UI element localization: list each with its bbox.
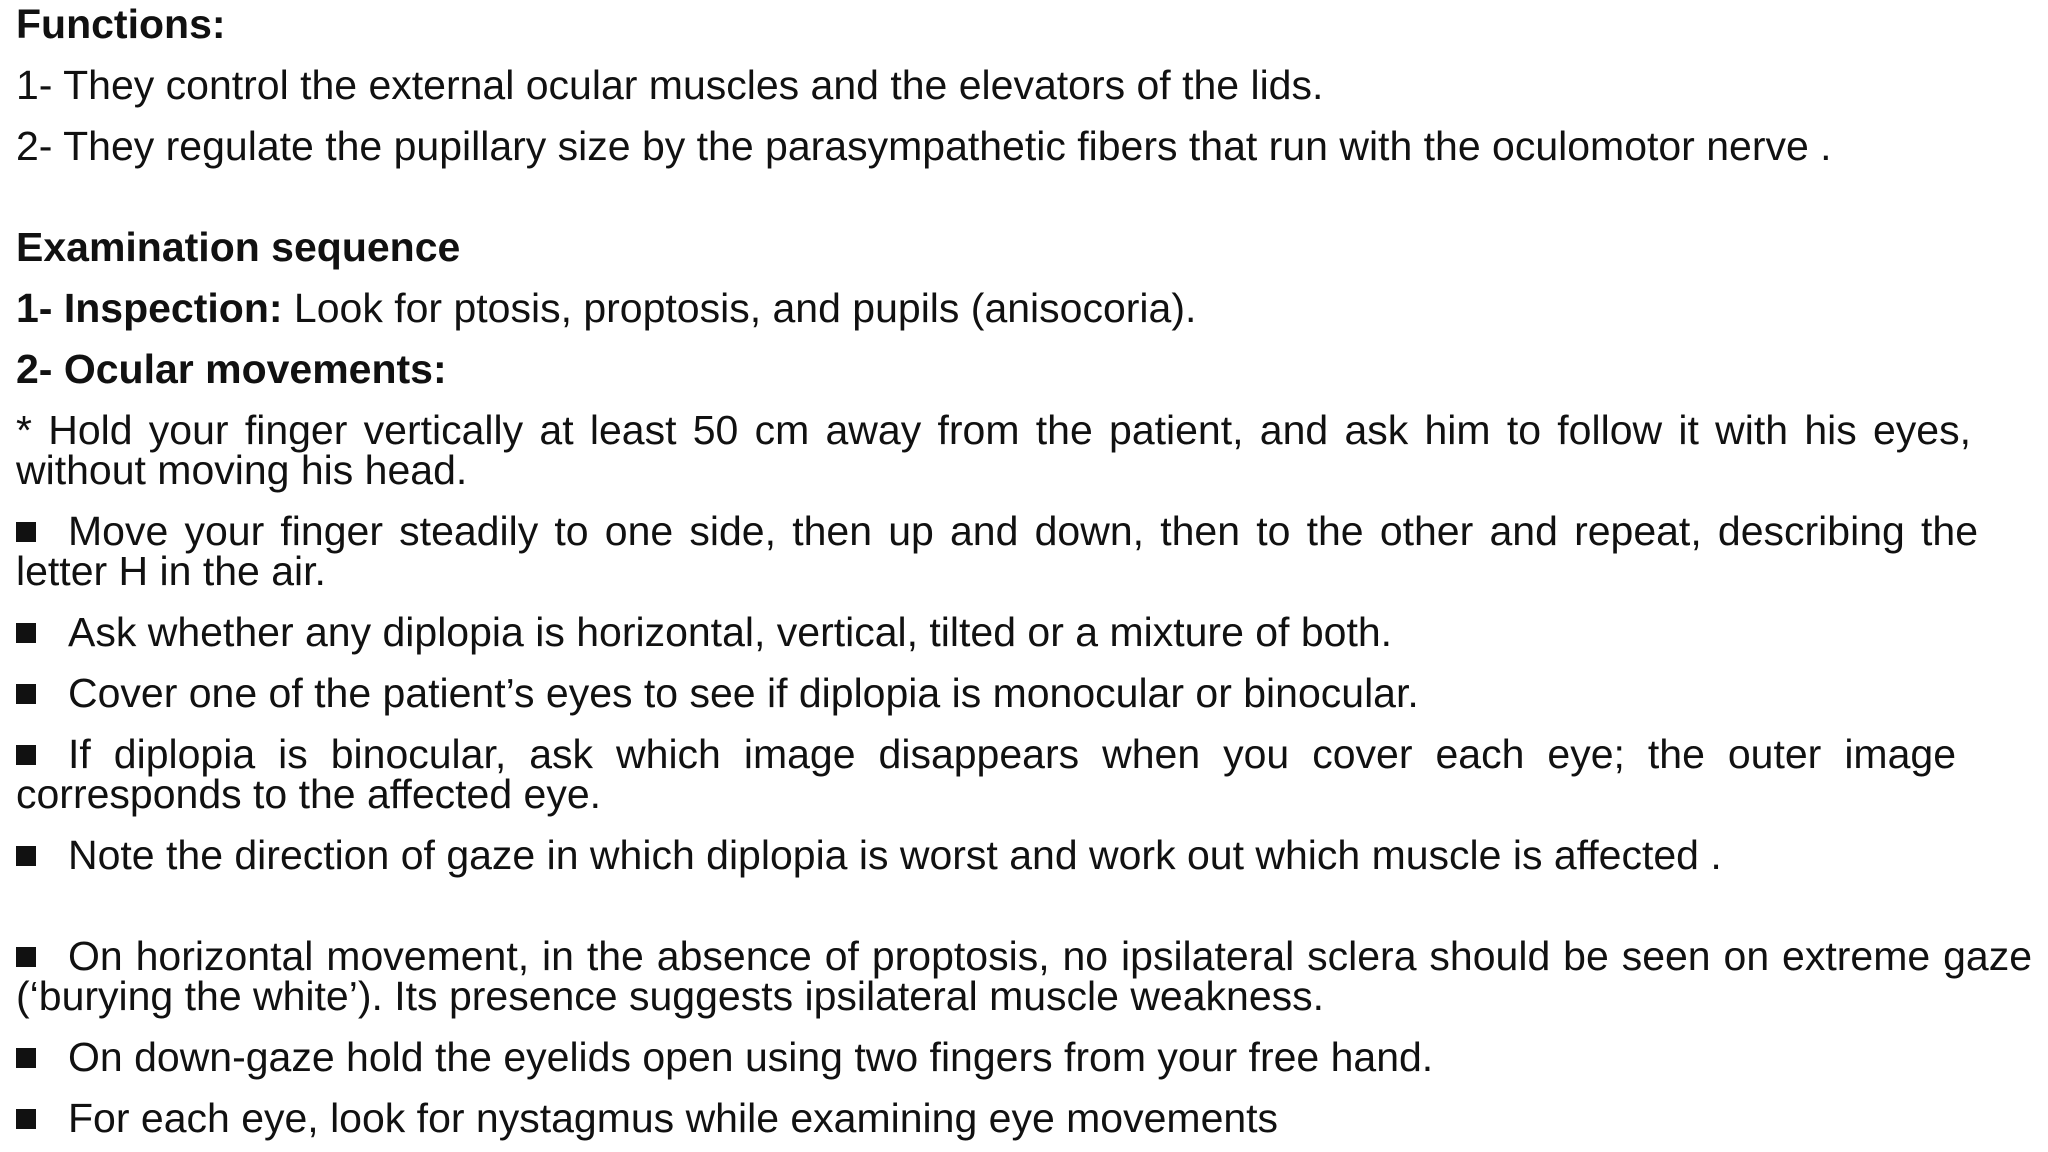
- list-item: On down-gaze hold the eyelids open using two fingers from your free hand.: [16, 1037, 2036, 1077]
- square-bullet-icon: [16, 1109, 36, 1129]
- list-item: Note the direction of gaze in which diplopia is worst and work out which muscle is affected .: [16, 835, 2028, 915]
- ocular-movements-heading: 2- Ocular movements:: [16, 346, 447, 392]
- square-bullet-icon: [16, 684, 36, 704]
- list-item: Move your finger steadily to one side, then up and down, then to the other and repeat, describing the letter H in the air.: [16, 508, 1978, 594]
- inspection-text: Look for ptosis, proptosis, and pupils (anisocoria).: [282, 285, 1197, 331]
- square-bullet-icon: [16, 522, 36, 542]
- function-item-2: 2- They regulate the pupillary size by the parasympathetic fibers that run with the oculomotor nerve .: [16, 123, 1832, 169]
- function-item-1: 1- They control the external ocular muscles and the elevators of the lids.: [16, 62, 1324, 108]
- square-bullet-icon: [16, 1048, 36, 1068]
- square-bullet-icon: [16, 947, 36, 967]
- functions-heading: Functions:: [16, 1, 226, 47]
- list-item: On horizontal movement, in the absence of proptosis, no ipsilateral sclera should be seen on extreme gaze (‘burying the white’). Its presence suggests ipsilateral muscle weakness.: [16, 933, 2032, 1019]
- ocular-intro: * Hold your finger vertically at least 50 cm away from the patient, and ask him to follow it with his eyes, without moving his head.: [16, 407, 1971, 493]
- document-page: [16, 1, 2036, 1141]
- examination-heading: Examination sequence: [16, 224, 461, 270]
- list-item: If diplopia is binocular, ask which image disappears when you cover each eye; the outer image corresponds to the affected eye.: [16, 731, 1956, 817]
- list-item: Cover one of the patient’s eyes to see if diplopia is monocular or binocular.: [16, 673, 2036, 713]
- inspection-item: [16, 285, 2036, 331]
- square-bullet-icon: [16, 745, 36, 765]
- inspection-label: 1- Inspection:: [16, 285, 283, 331]
- square-bullet-icon: [16, 623, 36, 643]
- square-bullet-icon: [16, 846, 36, 866]
- list-item: Ask whether any diplopia is horizontal, vertical, tilted or a mixture of both.: [16, 612, 2036, 652]
- list-item: For each eye, look for nystagmus while examining eye movements: [16, 1098, 2036, 1138]
